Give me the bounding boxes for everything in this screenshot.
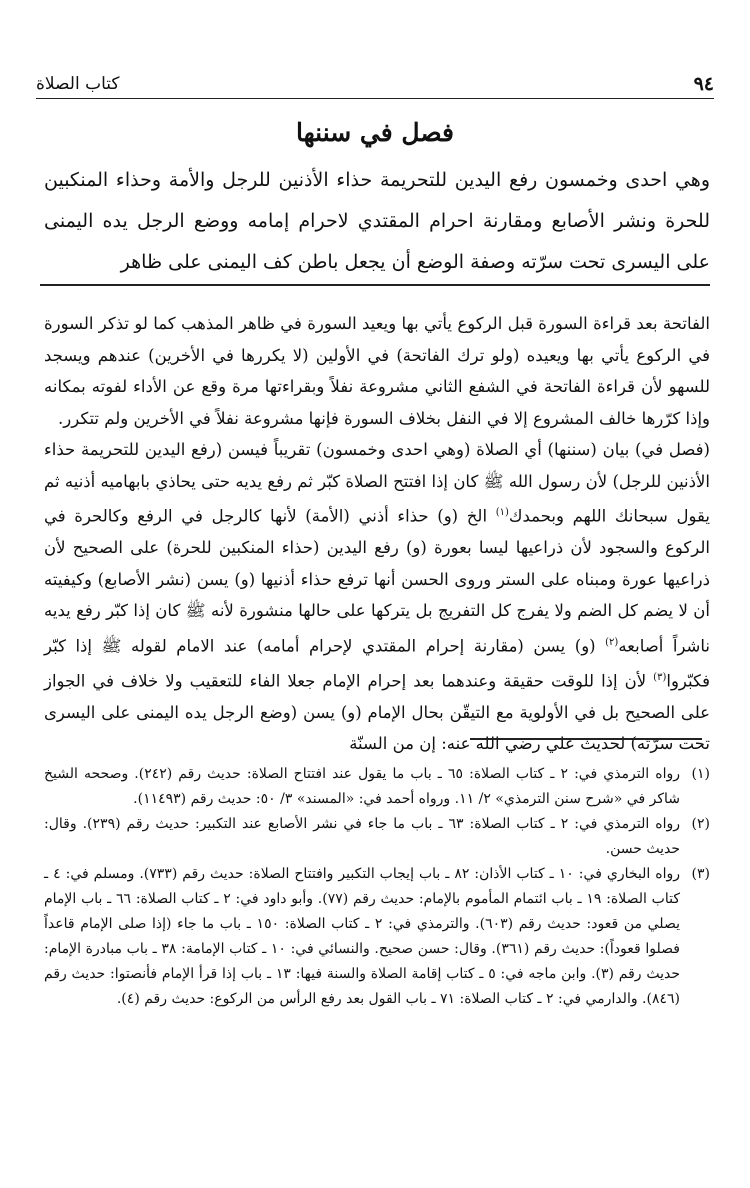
footnote-ref-3[interactable]: (٣): [653, 671, 667, 683]
footnote-item: [44, 812, 710, 862]
running-header: [36, 68, 714, 99]
commentary-paragraph: [44, 434, 710, 760]
book-title: كتاب الصلاة: [36, 74, 120, 94]
footnote-divider: [470, 738, 702, 740]
commentary-part-2: الخ (و) حذاء أذني (الأمة) لأنها كالرجل في الرفع وكالحرة في الركوع والسجود لأن ذراعيها ليسا بعورة (و) رفع اليدين (حذاء المنكبين للحرة) على الصحيح لأن ذراعيها عورة ومبناه على الستر وروى الحسن أنها ترفع حذاء أذنيها (و) يسن (نشر الأصابع) وكيفيته أن لا يضم كل الضم ولا يفرج كل التفريج بل يتركها على حالها منشورة لأنه ﷺ كان إذا كبّر رفع يديه ناشراً أصابعه: [44, 506, 710, 655]
commentary-part-4: لأن إذا للوقت حقيقة وعندهما بعد إحرام الإمام جعلا الفاء للتعقيب ولا خلاف في الجواز على الصحيح بل في الأولوية مع التيقّن بحال الإمام (و) يسن (وضع الرجل يده اليمنى على اليسرى تحت سرّته) لحديث علي رضي الله عنه: إن من السنّة: [44, 671, 710, 753]
footnote-ref-2[interactable]: (٢): [605, 636, 619, 648]
footnote-text: رواه الترمذي في: ٢ ـ كتاب الصلاة: ٦٥ ـ باب ما يقول عند افتتاح الصلاة: حديث رقم (٢٤٢). وصححه الشيخ شاكر في «شرح سنن الترمذي» ٢/ ١١. ورواه أحمد في: «المسند» ٣/ ٥٠: حديث رقم (١١٤٩٣).: [44, 766, 680, 807]
footnote-text: رواه البخاري في: ١٠ ـ كتاب الأذان: ٨٢ ـ باب إيجاب التكبير وافتتاح الصلاة: حديث رقم (٧٣٣). ومسلم في: ٤ ـ كتاب الصلاة: ١٩ ـ باب ائتمام المأموم بالإمام: حديث رقم (٧٧). وأبو داود في: ٢ ـ كتاب الصلاة: ٦٦ ـ باب الإمام يصلي من قعود: حديث رقم (٦٠٣). والترمذي في: ٢ ـ كتاب الصلاة: ١٥٠ ـ باب ما جاء (إذا صلى الإمام قاعداً فصلوا قعوداً): حديث رقم (٣٦١). وقال: حسن صحيح. والنسائي في: ١٠ ـ كتاب الإمامة: ٣٨ ـ باب مبادرة الإمام: حديث رقم (٣). وابن ماجه في: ٥ ـ كتاب إقامة الصلاة والسنة فيها: ١٣ ـ باب إذا قرأ الإمام فأنصتوا: حديث رقم (٨٤٦). والدارمي في: ٢ ـ كتاب الصلاة: ٧١ ـ باب القول بعد رفع الرأس من الركوع: حديث رقم (٤).: [44, 866, 681, 1007]
commentary-part-1: (فصل في) بيان (سننها) أي الصلاة (وهي احدى وخمسون) تقريباً فيسن (رفع اليدين للتحريمة حذاء الأذنين للرجل) لأن رسول الله ﷺ كان إذا افتتح الصلاة كبّر ثم رفع يديه حتى يحاذي بابهاميه أذنيه ثم يقول سبحانك اللهم وبحمدك: [44, 440, 710, 526]
footnote-item: [44, 762, 710, 812]
commentary-continuation: الفاتحة بعد قراءة السورة قبل الركوع يأتي بها ويعيد السورة في ظاهر المذهب كما لو تذكر السورة في الركوع يأتي بها ويعيده (ولو ترك الفاتحة) في الأولين (لا يكررها في الأخرين) عندهم ويسجد للسهو لأن قراءة الفاتحة في الشفع الثاني مشروعة نفلاً وبقراءتها مرة وقع عن الأداء لفوته بمكانه وإذا كرّرها خالف المشروع إلا في النفل بخلاف السورة فإنها مشروعة نفلاً في الأخرين ولم تتكرر.: [44, 314, 710, 428]
footnote-number: (٢): [691, 816, 710, 832]
commentary-part-3: (و) يسن (مقارنة إحرام المقتدي لإحرام أمامه) عند الامام لقوله ﷺ إذا كبّر فكبّروا: [44, 636, 710, 690]
footnote-number: (١): [691, 766, 710, 782]
page-number: ٩٤: [693, 73, 714, 95]
section-title: فصل في سننها: [296, 118, 454, 147]
footnote-item: [44, 862, 710, 1012]
footnote-ref-1[interactable]: (١): [495, 507, 509, 518]
footnote-number: (٣): [691, 866, 710, 882]
footnote-text: رواه الترمذي في: ٢ ـ كتاب الصلاة: ٦٣ ـ باب ما جاء في نشر الأصابع عند التكبير: حديث رقم (٢٣٩). وقال: حديث حسن.: [44, 816, 680, 857]
matn-text: وهي احدى وخمسون رفع اليدين للتحريمة حذاء الأذنين للرجل والأمة وحذاء المنكبين للحرة ونشر الأصابع ومقارنة احرام المقتدي لاحرام إمامه ووضع الرجل يده اليمنى على اليسرى تحت سرّته وصفة الوضع أن يجعل باطن كف اليمنى على ظاهر: [44, 169, 710, 273]
matn-divider: [40, 284, 710, 286]
footnotes: [44, 762, 710, 1012]
